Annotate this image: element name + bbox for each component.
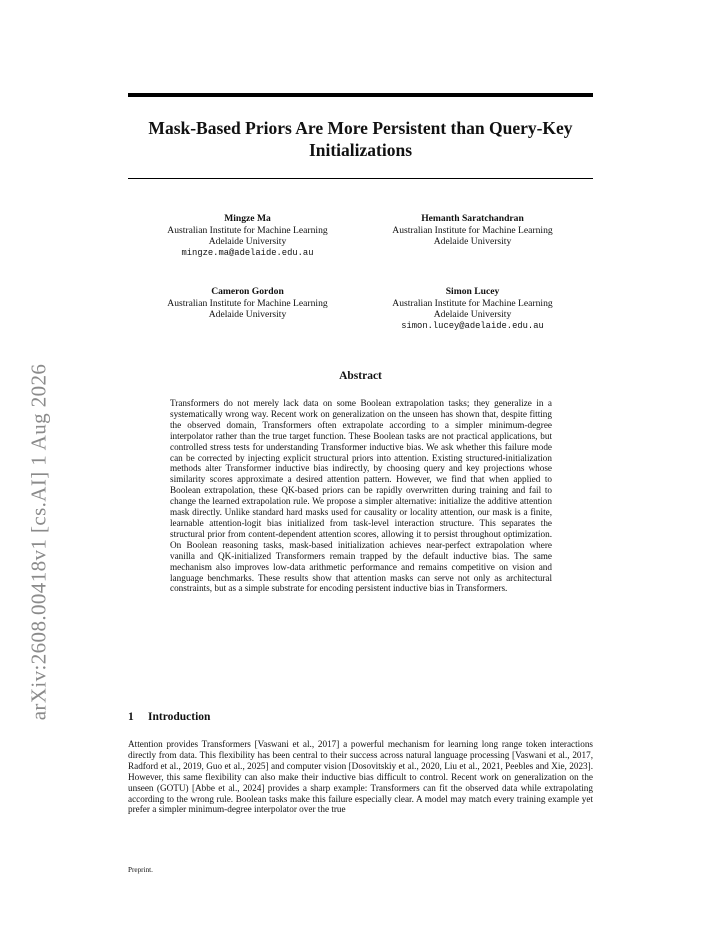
preprint-footer: Preprint. — [128, 866, 153, 874]
section-number: 1 — [128, 711, 134, 723]
abstract-body: Transformers do not merely lack data on some Boolean extrapolation tasks; they generalize in a systematically wrong way. Recent work on generalization on the unseen has shown that, despite fitting the observed domain, Transformers often extrapolate according to a simpler minimum-degree interpolator rather than the true target function. These Boolean tasks are not practical applications, but controlled stress tests for understanding Transformer inductive bias. We ask whether this failure mode can be corrected by injecting explicit structural priors into attention. Existing structured-initialization methods alter Transformer inductive bias indirectly, by choosing query and key projections whose similarity scores approximate a desired attention pattern. However, we find that when applied to Boolean extrapolation, these QK-based priors can be rapidly overwritten during training and fail to change the learned extrapolation rule. We propose a simpler alternative: initialize the additive attention mask directly. Unlike standard hard masks used for causality or locality attention, our mask is a finite, learnable attention-logit bias initialized from task-level interaction structure. This separates the structural prior from content-dependent attention scores, allowing it to persist throughout optimization. On Boolean reasoning tasks, mask-based initialization achieves near-perfect extrapolation where vanilla and QK-initialized Transformers remain trapped by the default inductive bias. The same mechanism also improves low-data arithmetic performance and remains competitive on vision and language benchmarks. These results show that attention masks can serve not only as architectural constraints, but as a simple substrate for encoding persistent inductive bias in Transformers. — [170, 398, 552, 594]
author-block-2 — [365, 213, 580, 248]
author-affiliation: Australian Institute for Machine Learning — [167, 297, 328, 309]
author-name: Mingze Ma — [224, 213, 271, 224]
intro-paragraph: Attention provides Transformers [Vaswani et al., 2017] a powerful mechanism for learning long range token interactions directly from data. This flexibility has been central to their success across natural language processing [Vaswani et al., 2017, Radford et al., 2019, Guo et al., 2025] and computer vision [Dosovitskiy et al., 2020, Liu et al., 2021, Peebles and Xie, 2023]. However, this same flexibility can also make their inductive bias difficult to control. Recent work on generalization on the unseen (GOTU) [Abbe et al., 2024] provides a sharp example: Transformers can fit the observed data while extrapolating according to the wrong rule. Boolean tasks make this failure especially clear. A model may match every training example yet prefer a simpler minimum-degree interpolator over the true — [128, 739, 593, 815]
paper-title: Mask-Based Priors Are More Persistent than Query-Key Initializations — [148, 118, 573, 160]
author-affiliation: Australian Institute for Machine Learning — [392, 224, 553, 236]
author-name: Simon Lucey — [445, 286, 500, 297]
arxiv-stamp: arXiv:2608.00418v1 [cs.AI] 1 Aug 2026 — [26, 363, 51, 721]
title-top-rule — [128, 93, 593, 97]
section-title: Introduction — [148, 711, 211, 723]
author-affiliation: Australian Institute for Machine Learning — [392, 297, 553, 309]
author-name: Cameron Gordon — [211, 286, 284, 297]
section-heading — [128, 711, 210, 723]
author-email[interactable]: simon.lucey@adelaide.edu.au — [401, 320, 544, 331]
author-university: Adelaide University — [208, 236, 287, 248]
author-block-1 — [140, 213, 355, 259]
title-bottom-rule — [128, 178, 593, 179]
author-university: Adelaide University — [433, 309, 512, 321]
author-affiliation: Australian Institute for Machine Learning — [167, 224, 328, 236]
author-university: Adelaide University — [433, 236, 512, 248]
author-block-4 — [365, 286, 580, 332]
author-name: Hemanth Saratchandran — [421, 213, 524, 224]
author-email[interactable]: mingze.ma@adelaide.edu.au — [181, 247, 314, 258]
author-block-3 — [140, 286, 355, 321]
abstract-heading: Abstract — [339, 370, 382, 382]
author-university: Adelaide University — [208, 309, 287, 321]
